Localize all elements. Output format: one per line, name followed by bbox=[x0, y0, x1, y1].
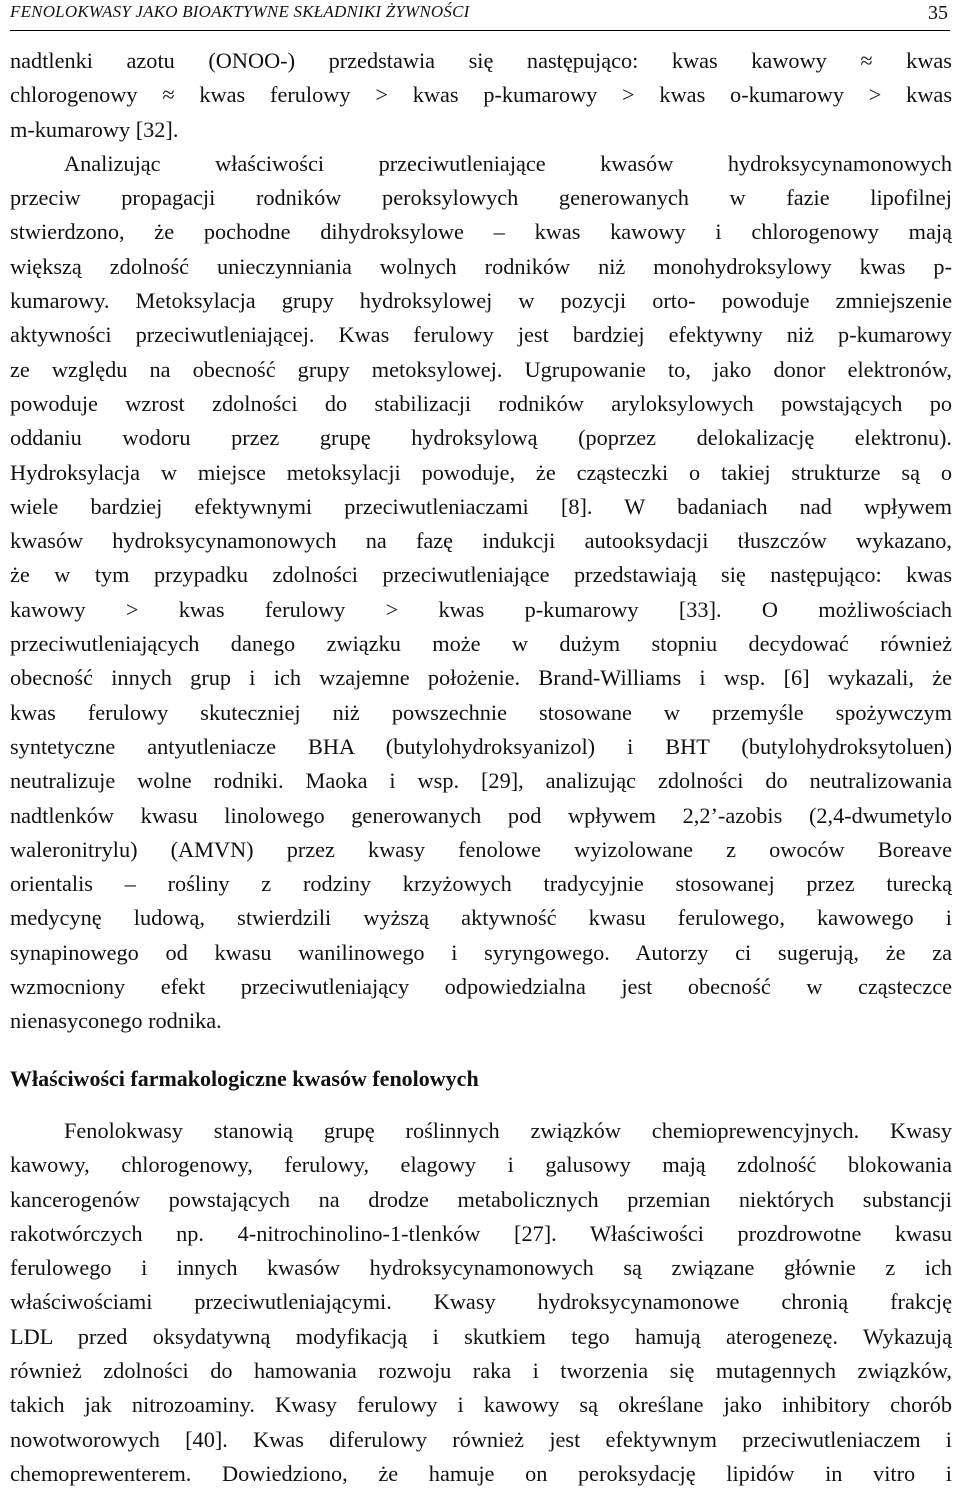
text-line: wzmocniony efekt przeciwutleniający odpowiedzialna jest obecność w cząsteczce bbox=[10, 974, 952, 1000]
text-line: takich jak nitrozoaminy. Kwasy ferulowy i kawowy są określane jako inhibitory chorób bbox=[10, 1392, 952, 1418]
text-line: oddaniu wodoru przez grupę hydroksylową (poprzez delokalizację elektronu). bbox=[10, 425, 952, 451]
text-line: kumarowy. Metoksylacja grupy hydroksylowej w pozycji orto- powoduje zmniejszenie bbox=[10, 288, 952, 314]
body-text-upper bbox=[10, 44, 952, 1039]
text-line: przeciw propagacji rodników peroksylowych generowanych w fazie lipofilnej bbox=[10, 185, 952, 211]
text-line: przeciwutleniających danego związku może w dużym stopniu decydować również bbox=[10, 631, 952, 657]
running-title: FENOLOKWASY JAKO BIOAKTYWNE SKŁADNIKI ŻYWNOŚCI bbox=[10, 2, 470, 21]
text-line: aktywności przeciwutleniającej. Kwas ferulowy jest bardziej efektywny niż p-kumarowy bbox=[10, 322, 952, 348]
text-line: chlorogenowy ≈ kwas ferulowy > kwas p-kumarowy > kwas o-kumarowy > kwas bbox=[10, 82, 952, 108]
text-line: LDL przed oksydatywną modyfikacją i skutkiem tego hamują aterogenezę. Wykazują bbox=[10, 1323, 952, 1349]
text-line: m-kumarowy [32]. bbox=[10, 116, 179, 142]
text-line: kawowy, chlorogenowy, ferulowy, elagowy i galusowy mają zdolność blokowania bbox=[10, 1152, 952, 1178]
text-line: Analizując właściwości przeciwutleniające kwasów hydroksycynamonowych bbox=[64, 150, 952, 176]
text-line: że w tym przypadku zdolności przeciwutleniające przedstawiają się następująco: kwas bbox=[10, 562, 952, 588]
text-line: nadtlenki azotu (ONOO-) przedstawia się następująco: kwas kawowy ≈ kwas bbox=[10, 48, 952, 73]
text-line: chemoprewenterem. Dowiedziono, że hamuje on peroksydację lipidów in vitro i bbox=[10, 1460, 952, 1486]
text-line: ze względu na obecność grupy metoksylowej. Ugrupowanie to, jako donor elektronów, bbox=[10, 356, 952, 382]
text-line: neutralizuje wolne rodniki. Maoka i wsp. [29], analizując zdolności do neutralizowania bbox=[10, 768, 952, 794]
text-line: powoduje wzrost zdolności do stabilizacji rodników aryloksylowych powstających po bbox=[10, 390, 952, 416]
text-line: nadtlenków kwasu linolowego generowanych pod wpływem 2,2’-azobis (2,4-dwumetylo bbox=[10, 802, 952, 828]
text-line: orientalis – rośliny z rodziny krzyżowych tradycyjnie stosowanej przez turecką bbox=[10, 871, 952, 897]
text-line: nowotworowych [40]. Kwas diferulowy również jest efektywnym przeciwutleniaczem i bbox=[10, 1426, 952, 1452]
text-line: kawowy > kwas ferulowy > kwas p-kumarowy [33]. O możliwościach bbox=[10, 596, 952, 622]
text-line: ferulowego i innych kwasów hydroksycynamonowych są związane głównie z ich bbox=[10, 1255, 952, 1281]
text-line: synapinowego od kwasu wanilinowego i syryngowego. Autorzy ci sugerują, że za bbox=[10, 939, 952, 965]
text-line: nienasyconego rodnika. bbox=[10, 1008, 222, 1034]
text-line: medycynę ludową, stwierdzili wyższą aktywność kwasu ferulowego, kawowego i bbox=[10, 905, 952, 931]
body-text-lower bbox=[10, 1114, 952, 1491]
running-header bbox=[10, 0, 950, 31]
text-line: waleronitrylu) (AMVN) przez kwasy fenolowe wyizolowane z owoców Boreave bbox=[10, 836, 952, 862]
section-heading: Właściwości farmakologiczne kwasów fenolowych bbox=[10, 1066, 479, 1091]
text-line: również zdolności do hamowania rozwoju raka i tworzenia się mutagennych związków, bbox=[10, 1358, 952, 1384]
text-line: właściwościami przeciwutleniającymi. Kwasy hydroksycynamonowe chronią frakcję bbox=[10, 1289, 952, 1315]
text-line: syntetyczne antyutleniacze BHA (butylohydroksyanizol) i BHT (butylohydroksytoluen) bbox=[10, 733, 952, 759]
text-line: stwierdzono, że pochodne dihydroksylowe – kwas kawowy i chlorogenowy mają bbox=[10, 219, 952, 245]
text-line: kwas ferulowy skuteczniej niż powszechnie stosowane w przemyśle spożywczym bbox=[10, 699, 952, 725]
text-line: Fenolokwasy stanowią grupę roślinnych związków chemioprewencyjnych. Kwasy bbox=[64, 1118, 952, 1143]
text-line: Hydroksylacja w miejsce metoksylacji powoduje, że cząsteczki o takiej strukturze są o bbox=[10, 459, 952, 485]
text-line: obecność innych grup i ich wzajemne położenie. Brand-Williams i wsp. [6] wykazali, że bbox=[10, 665, 952, 691]
text-line: kwasów hydroksycynamonowych na fazę indukcji autooksydacji tłuszczów wykazano, bbox=[10, 528, 952, 554]
text-line: wiele bardziej efektywnymi przeciwutleniaczami [8]. W badaniach nad wpływem bbox=[10, 493, 952, 519]
text-line: kancerogenów powstających na drodze metabolicznych przemian niektórych substancji bbox=[10, 1186, 952, 1212]
text-line: większą zdolność unieczynniania wolnych rodników niż monohydroksylowy kwas p- bbox=[10, 253, 952, 279]
text-line: rakotwórczych np. 4-nitrochinolino-1-tlenków [27]. Właściwości prozdrowotne kwasu bbox=[10, 1220, 952, 1246]
page-number: 35 bbox=[928, 2, 948, 24]
